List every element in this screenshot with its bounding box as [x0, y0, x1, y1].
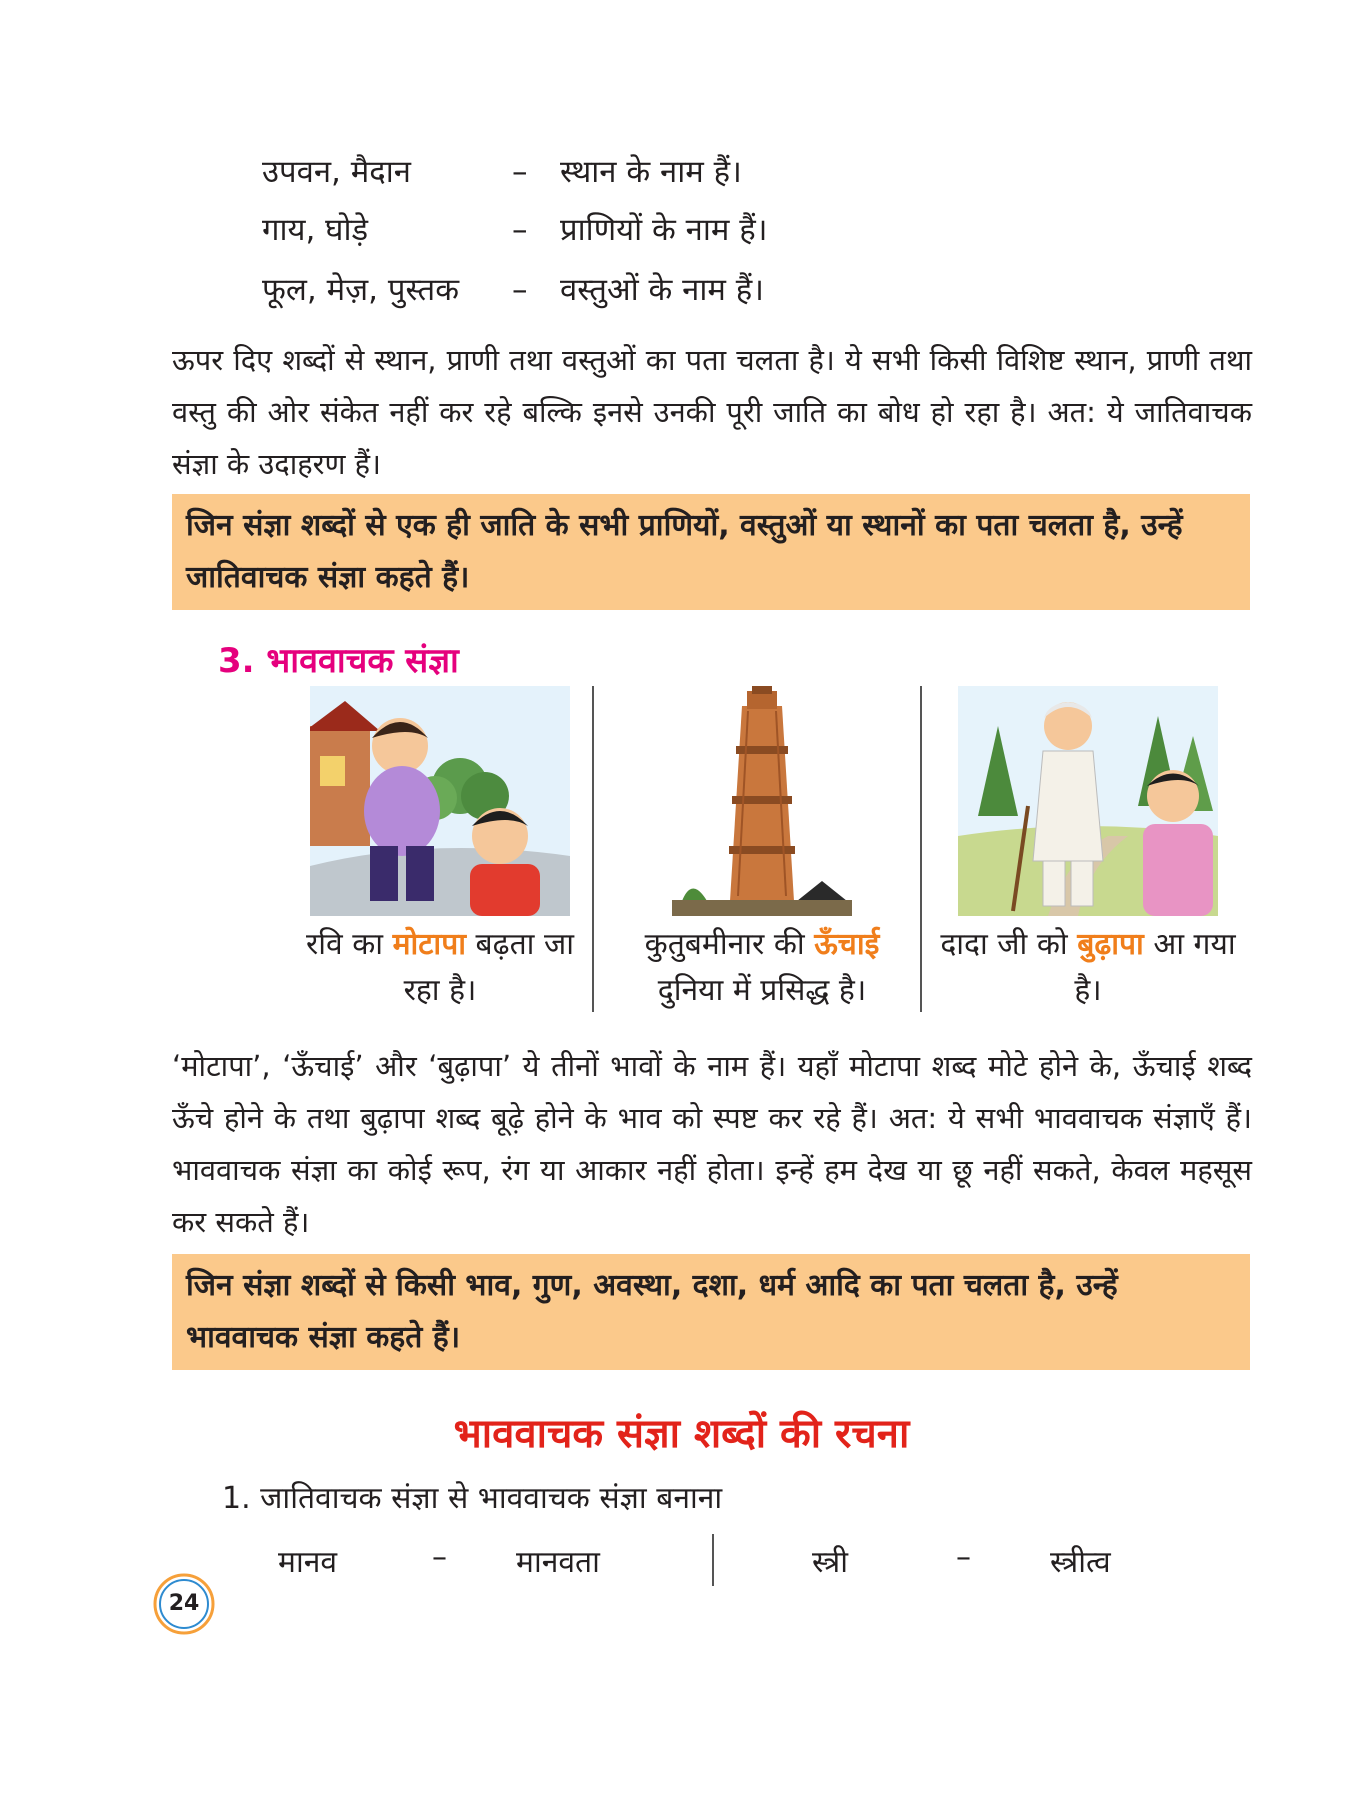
dash: –	[512, 212, 528, 248]
illustration-qutub-minar	[672, 686, 852, 916]
definition-box-bhavvachak: जिन संज्ञा शब्दों से किसी भाव, गुण, अवस्था, दशा, धर्म आदि का पता चलता है, उन्हें भाववाचक संज्ञा कहते हैं।	[172, 1254, 1250, 1370]
pair-to-word: स्त्रीत्व	[1050, 1545, 1111, 1580]
highlighted-word: ऊँचाई	[814, 927, 880, 962]
page-number-badge	[152, 1572, 216, 1636]
illustration-motapa	[310, 686, 570, 916]
section-title-rachna: भाववाचक संज्ञा शब्दों की रचना	[453, 1411, 910, 1457]
panel-divider	[592, 686, 594, 1012]
section-heading-bhavvachak: 3. भाववाचक संज्ञा	[218, 641, 459, 681]
dash: –	[512, 272, 528, 308]
pair-from-word: स्त्री	[812, 1545, 848, 1580]
example-words: उपवन, मैदान	[262, 154, 411, 190]
dash: –	[512, 154, 528, 190]
pair-from-word: मानव	[278, 1545, 338, 1580]
paragraph-bhavvachak: ‘मोटापा’, ‘ऊँचाई’ और ‘बुढ़ापा’ ये तीनों भावों के नाम हैं। यहाँ मोटापा शब्द मोटे होने के, ऊँचाई शब्द ऊँचे होने के तथा बुढ़ापा शब्द बूढ़े होने के भाव को स्पष्ट कर रहे हैं। अत: ये सभी भाववाचक संज्ञाएँ हैं। भाववाचक संज्ञा का कोई रूप, रंग या आकार नहीं होता। इन्हें हम देख या छू नहीं सकते, केवल महसूस कर सकते हैं।	[172, 1049, 1252, 1239]
caption-text: रवि का	[305, 927, 393, 962]
subpoint-heading: 1. जातिवाचक संज्ञा से भाववाचक संज्ञा बनाना	[222, 1481, 723, 1516]
example-words: गाय, घोड़े	[262, 212, 369, 248]
example-meaning: वस्तुओं के नाम हैं।	[560, 272, 764, 308]
paragraph-jativachak: ऊपर दिए शब्दों से स्थान, प्राणी तथा वस्तुओं का पता चलता है। ये सभी किसी विशिष्ट स्थान, प्राणी तथा वस्तु की ओर संकेत नहीं कर रहे बल्कि इनसे उनकी पूरी जाति का बोध हो रहा है। अत: ये जातिवाचक संज्ञा के उदाहरण हैं।	[172, 343, 1252, 481]
example-meaning: प्राणियों के नाम हैं।	[560, 212, 768, 248]
caption-unchai	[612, 922, 912, 1014]
pair-dash: –	[956, 1540, 971, 1575]
highlighted-word: मोटापा	[392, 927, 467, 962]
pair-to-word: मानवता	[516, 1545, 600, 1580]
caption-text: आ गया है।	[1074, 927, 1236, 1008]
highlighted-word: बुढ़ापा	[1077, 927, 1144, 962]
pair-divider	[712, 1534, 714, 1586]
caption-budhapa	[938, 922, 1238, 1014]
example-words: फूल, मेज़, पुस्तक	[262, 272, 460, 308]
caption-text: दादा जी को	[940, 927, 1078, 962]
pair-dash: –	[432, 1540, 447, 1575]
example-meaning: स्थान के नाम हैं।	[560, 154, 742, 190]
page-number: 24	[168, 1591, 200, 1616]
caption-text: दुनिया में प्रसिद्ध है।	[657, 973, 867, 1008]
caption-text: बढ़ता जा रहा है।	[403, 927, 575, 1008]
caption-text: कुतुबमीनार की	[644, 927, 815, 962]
illustration-budhapa	[958, 686, 1218, 916]
panel-divider	[920, 686, 922, 1012]
caption-motapa	[290, 922, 590, 1014]
definition-box-jativachak: जिन संज्ञा शब्दों से एक ही जाति के सभी प्राणियों, वस्तुओं या स्थानों का पता चलता है, उन्हें जातिवाचक संज्ञा कहते हैं।	[172, 494, 1250, 610]
